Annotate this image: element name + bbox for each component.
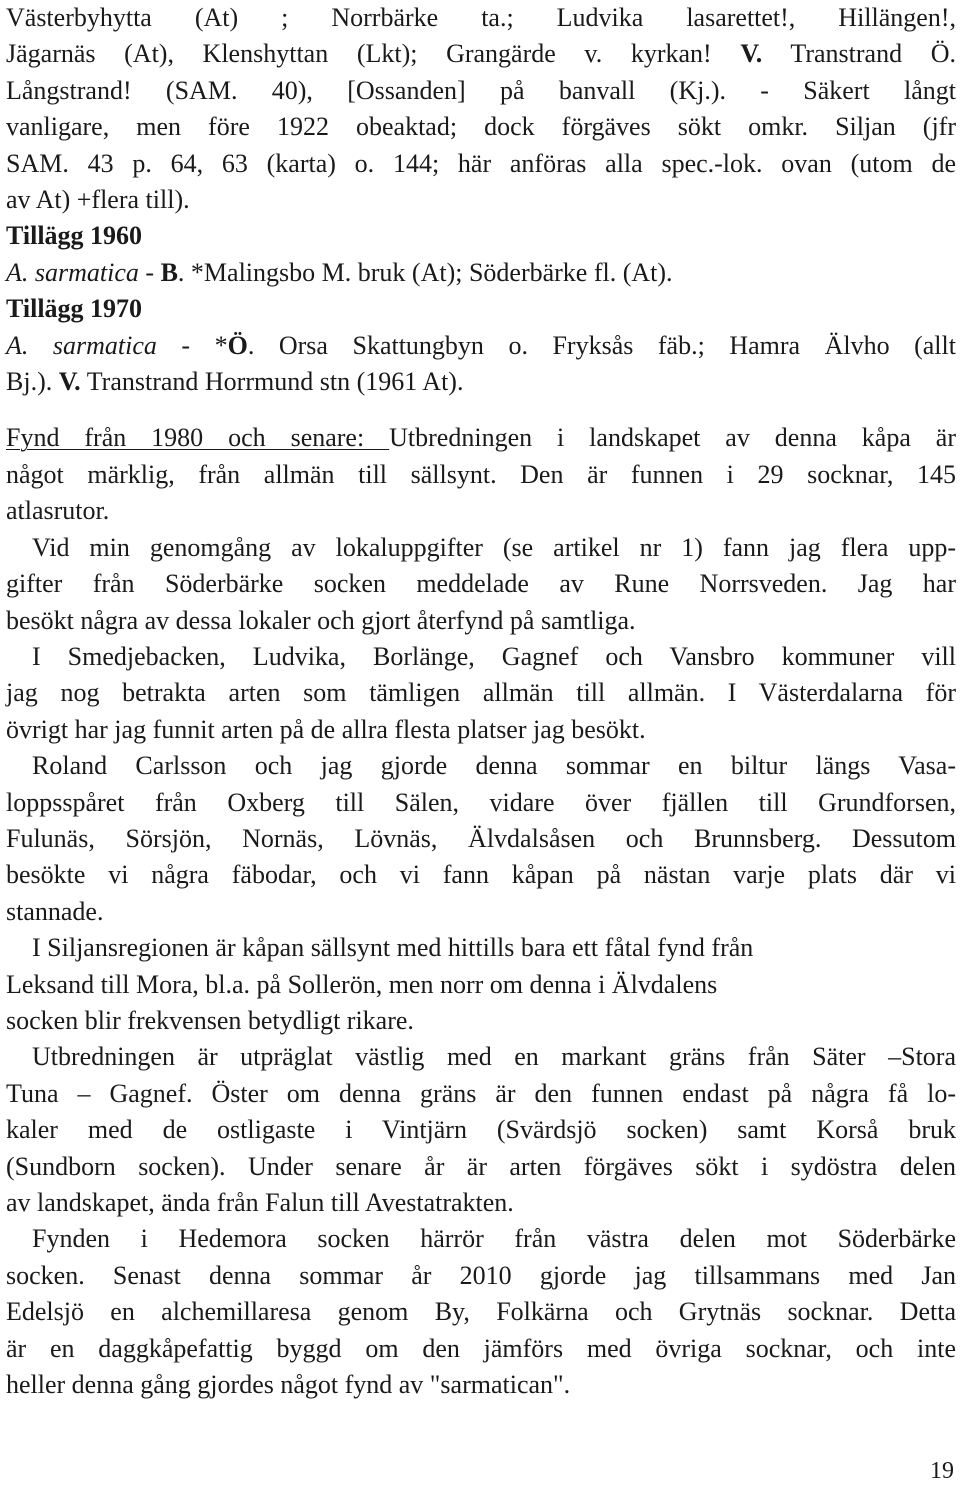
fynd-p6-line-2: Tuna – Gagnef. Öster om denna gräns är den funnen endast på några få lo- [6, 1078, 956, 1108]
fynd-p6-line-4: (Sundborn socken). Under senare år är arten förgäves sökt i sydöstra delen [6, 1151, 956, 1181]
tillagg-1960-entry: A. sarmatica - B. *Malingsbo M. bruk (At); Söderbärke fl. (At). [6, 257, 673, 287]
heading-tillagg-1970: Tillägg 1970 [6, 294, 143, 324]
fynd-p4-line-1: Roland Carlsson och jag gjorde denna sommar en biltur längs Vasa- [32, 751, 956, 781]
intro-line-3: Långstrand! (SAM. 40), [Ossanden] på banvall (Kj.). - Säkert långt [6, 75, 956, 105]
intro-line-2: Jägarnäs (At), Klenshyttan (Lkt); Grangärde v. kyrkan! V. Transtrand Ö. [6, 39, 956, 69]
intro-line-6: av At) +flera till). [6, 185, 190, 215]
fynd-p6-line-5: av landskapet, ända från Falun till Avestatrakten. [6, 1188, 514, 1217]
heading-tillagg-1960: Tillägg 1960 [6, 221, 143, 251]
fynd-p6-line-1: Utbredningen är utpräglat västlig med en markant gräns från Säter –Stora [32, 1042, 956, 1072]
fynd-p3-line-3: övrigt har jag funnit arten på de allra flesta platser jag besökt. [6, 714, 646, 744]
fynd-p2-line-1: Vid min genomgång av lokaluppgifter (se artikel nr 1) fann jag flera upp- [32, 532, 956, 562]
fynd-p1-line-2: något märklig, från allmän till sällsynt. Den är funnen i 29 socknar, 145 [6, 459, 956, 489]
fynd-p2-line-3: besökt några av dessa lokaler och gjort återfynd på samtliga. [6, 605, 636, 635]
fynd-label: Fynd från 1980 och senare: [6, 423, 390, 453]
fynd-p3-line-2: jag nog betrakta arten som tämligen allmän till allmän. I Västerdalarna för [6, 678, 956, 708]
fynd-p3-line-1: I Smedjebacken, Ludvika, Borlänge, Gagnef och Vansbro kommuner vill [32, 641, 956, 671]
fynd-p6-line-3: kaler med de ostligaste i Vintjärn (Svärdsjö socken) samt Korså bruk [6, 1115, 956, 1145]
fynd-p5-line-3: socken blir frekvensen betydligt rikare. [6, 1005, 414, 1035]
fynd-p7-line-1: Fynden i Hedemora socken härrör från västra delen mot Söderbärke [32, 1224, 956, 1254]
fynd-p7-line-5: heller denna gång gjordes något fynd av "sarmatican". [6, 1370, 571, 1400]
fynd-p5-line-2: Leksand till Mora, bl.a. på Sollerön, men norr om denna i Älvdalens [6, 969, 718, 999]
section-gap [6, 400, 956, 420]
fynd-p5-line-1: I Siljansregionen är kåpan sällsynt med hittills bara ett fåtal fynd från [32, 933, 754, 963]
fynd-p1-line-3: atlasrutor. [6, 496, 110, 526]
intro-line-4: vanligare, men före 1922 obeaktad; dock förgäves sökt omkr. Siljan (jfr [6, 112, 956, 142]
fynd-p7-line-2: socken. Senast denna sommar år 2010 gjorde jag tillsammans med Jan [6, 1260, 956, 1290]
fynd-p1-line-1: Fynd från 1980 och senare: Utbredningen i landskapet av denna kåpa är [6, 423, 956, 453]
document-page [6, 0, 956, 1403]
fynd-p2-line-2: gifter från Söderbärke socken meddelade av Rune Norrsveden. Jag har [6, 569, 956, 599]
page-number: 19 [930, 1458, 954, 1484]
fynd-p4-line-5: stannade. [6, 896, 104, 926]
fynd-p4-line-3: Fulunäs, Sörsjön, Nornäs, Lövnäs, Älvdalsåsen och Brunnsberg. Dessutom [6, 823, 956, 853]
tillagg-1970-entry-line-1: A. sarmatica - *Ö. Orsa Skattungbyn o. Fryksås fäb.; Hamra Älvho (allt [6, 330, 956, 360]
fynd-p4-line-4: besökte vi några fäbodar, och vi fann kåpan på nästan varje plats där vi [6, 860, 956, 890]
intro-line-5: SAM. 43 p. 64, 63 (karta) o. 144; här anföras alla spec.-lok. ovan (utom de [6, 148, 956, 178]
intro-line-1: Västerbyhytta (At) ; Norrbärke ta.; Ludvika lasarettet!, Hillängen!, [6, 3, 956, 32]
fynd-p7-line-3: Edelsjö en alchemillaresa genom By, Folkärna och Grytnäs socknar. Detta [6, 1297, 956, 1327]
tillagg-1970-entry-line-2: Bj.). V. Transtrand Horrmund stn (1961 At). [6, 367, 464, 397]
fynd-p7-line-4: är en daggkåpefattig byggd om den jämförs med övriga socknar, och inte [6, 1333, 956, 1363]
fynd-p4-line-2: loppsspåret från Oxberg till Sälen, vidare över fjällen till Grundforsen, [6, 787, 956, 817]
